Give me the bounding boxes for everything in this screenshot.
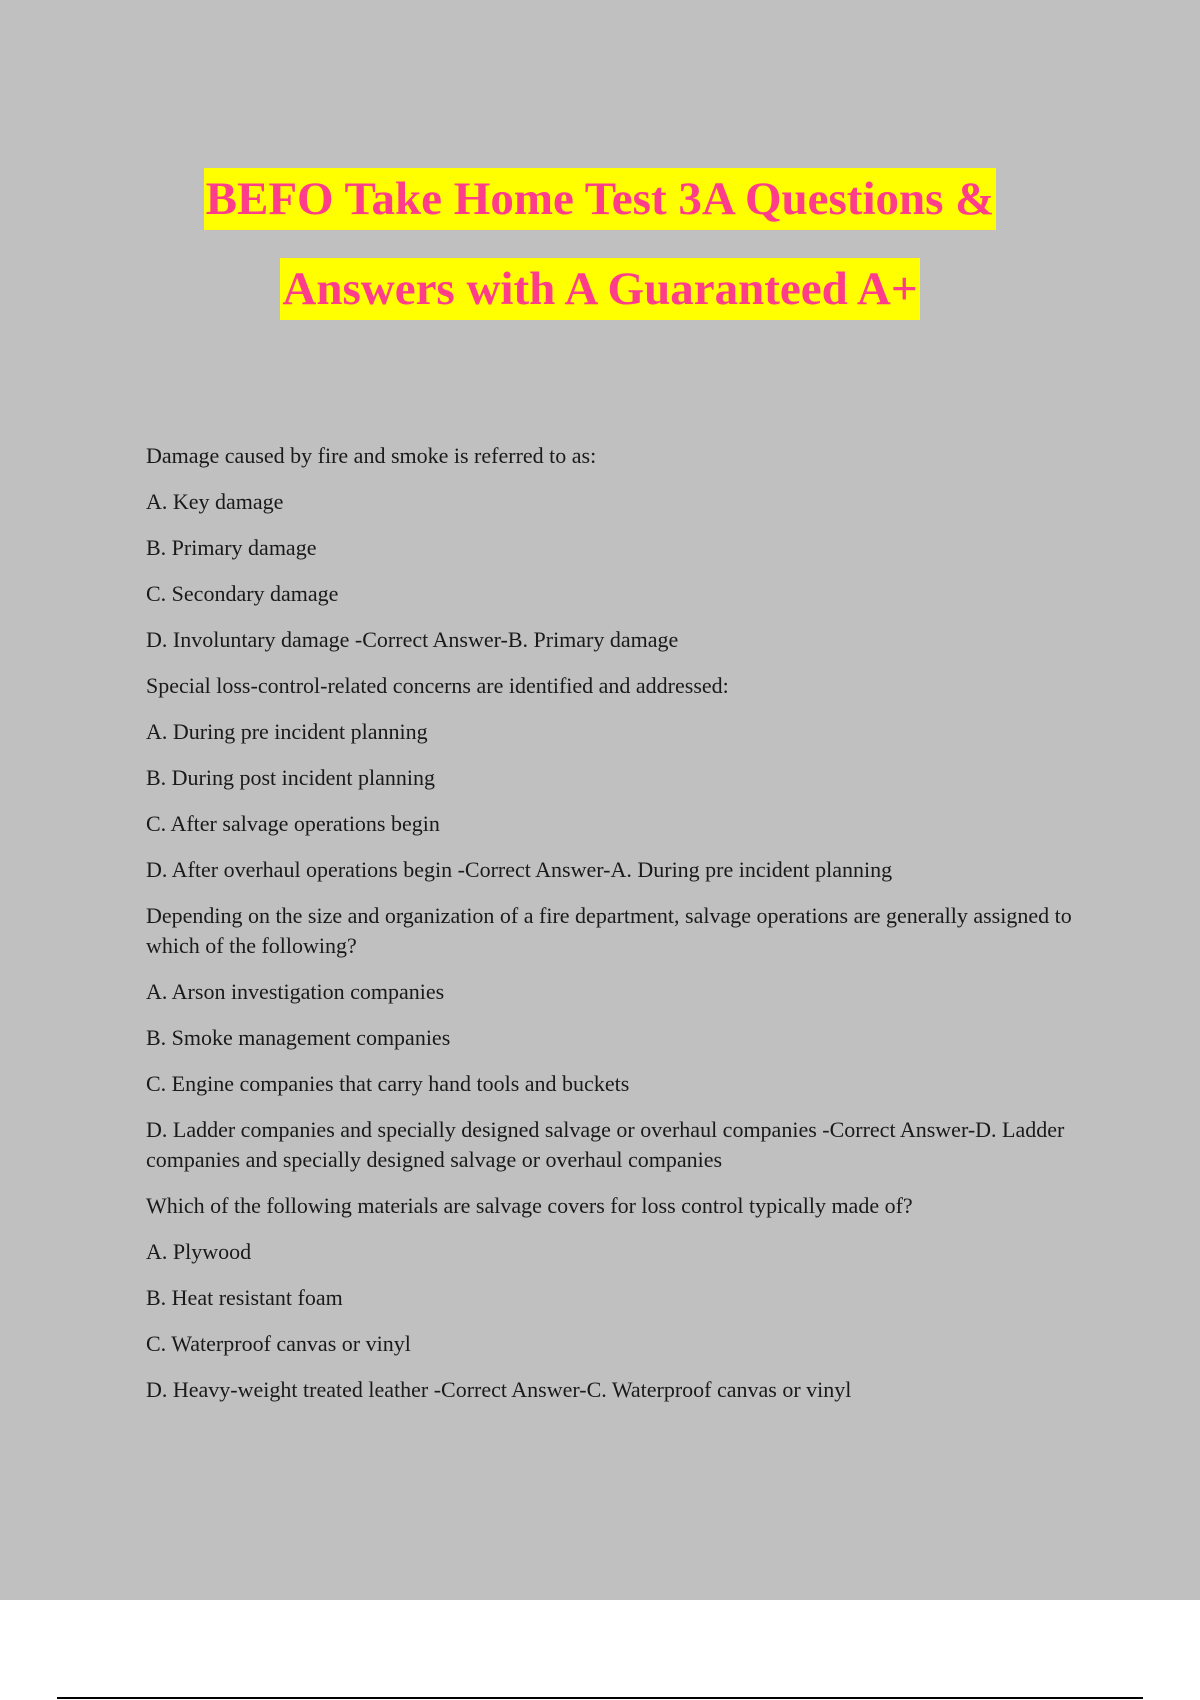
question-4-option-d-answer: D. Heavy-weight treated leather -Correct Answer-C. Waterproof canvas or vinyl — [146, 1377, 852, 1402]
question-1-option-d-answer: D. Involuntary damage -Correct Answer-B. Primary damage — [146, 627, 679, 652]
question-1-option-a: A. Key damage — [146, 489, 284, 514]
title-line-1: BEFO Take Home Test 3A Questions & — [204, 168, 997, 230]
question-1: Damage caused by fire and smoke is referred to as: — [146, 443, 597, 468]
question-3-option-d-answer: D. Ladder companies and specially designed salvage or overhaul companies -Correct Answer-D. Ladder companies and specially designed salvage or overhaul companies — [146, 1117, 1065, 1172]
question-4-option-b: B. Heat resistant foam — [146, 1285, 343, 1310]
title-line-2: Answers with A Guaranteed A+ — [280, 258, 919, 320]
question-4: Which of the following materials are salvage covers for loss control typically made of? — [146, 1193, 913, 1218]
question-1-option-c: C. Secondary damage — [146, 581, 339, 606]
question-4-option-c: C. Waterproof canvas or vinyl — [146, 1331, 411, 1356]
question-2-option-d-answer: D. After overhaul operations begin -Correct Answer-A. During pre incident planning — [146, 857, 893, 882]
question-list — [146, 441, 1096, 1405]
question-3-option-a: A. Arson investigation companies — [146, 979, 445, 1004]
document-title — [0, 168, 1200, 320]
question-4-option-a: A. Plywood — [146, 1239, 252, 1264]
question-2: Special loss-control-related concerns are identified and addressed: — [146, 673, 729, 698]
footer-divider — [57, 1697, 1143, 1699]
question-3-option-b: B. Smoke management companies — [146, 1025, 451, 1050]
question-3-option-c: C. Engine companies that carry hand tools and buckets — [146, 1071, 630, 1096]
question-2-option-b: B. During post incident planning — [146, 765, 436, 790]
question-2-option-a: A. During pre incident planning — [146, 719, 428, 744]
question-3: Depending on the size and organization of a fire department, salvage operations are generally assigned to which of the following? — [146, 903, 1072, 958]
question-1-option-b: B. Primary damage — [146, 535, 317, 560]
question-2-option-c: C. After salvage operations begin — [146, 811, 440, 836]
